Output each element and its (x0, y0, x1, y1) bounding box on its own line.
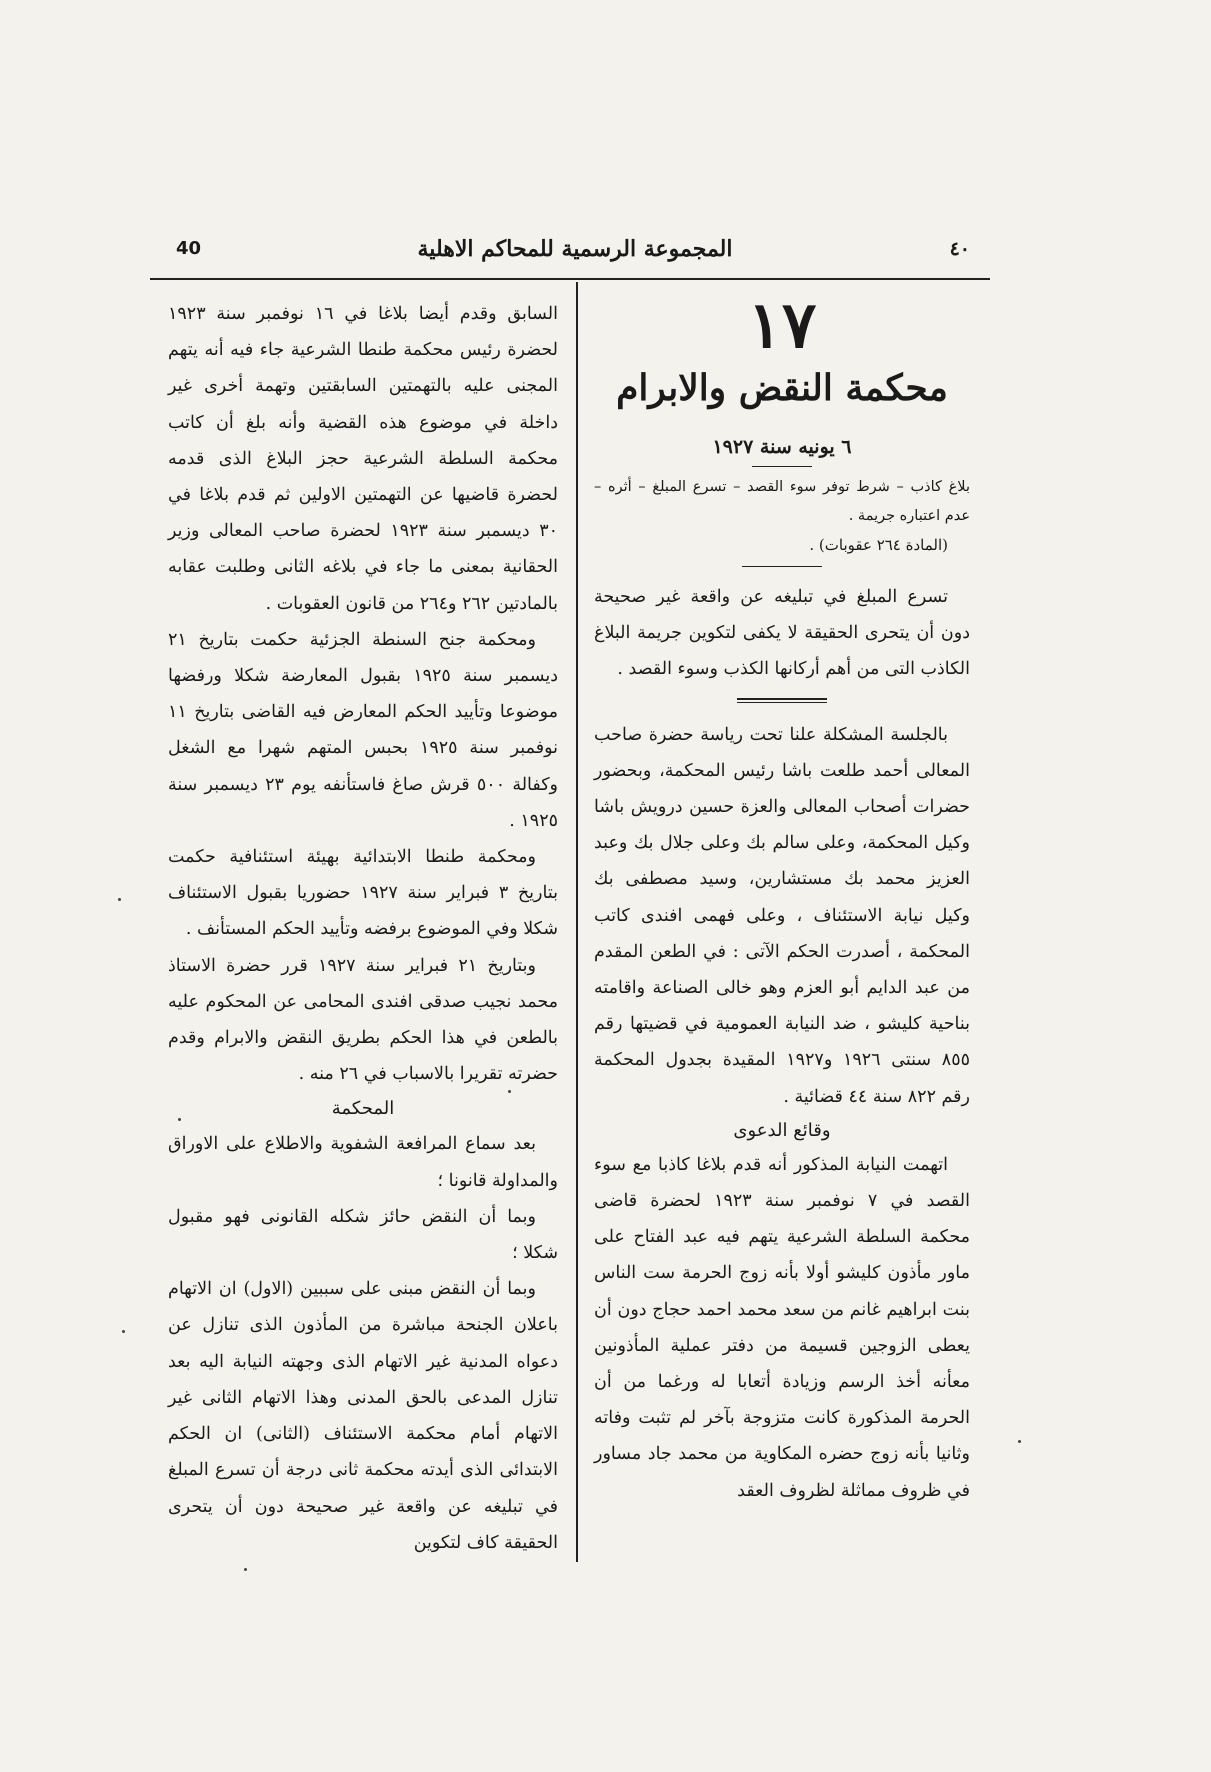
case-number: ١٧ (747, 288, 817, 363)
body-paragraph: وبما أن النقض مبنى على سببين (الاول) ان الاتهام باعلان الجنحة مباشرة من المأذون الذى تنازل عن دعواه المدنية غير الاتهام الذى وجهته النيابة اليه بعد تنازل المدعى بالحق المدنى وهذا الاتهام الثانى غير الاتهام أمام محكمة الاستئناف (الثانى) ان الحكم الابتدائى الذى أيدته محكمة ثانى درجة أن تسرع المبلغ في تبليغه عن واقعة غير صحيحة دون أن يتحرى الحقيقة كاف لتكوين (168, 1279, 558, 1553)
scan-speck (244, 1568, 247, 1571)
page-header (170, 232, 980, 272)
facts-paragraph: اتهمت النيابة المذكور أنه قدم بلاغا كاذبا مع سوء القصد في ٧ نوفمبر سنة ١٩٢٣ لحضرة قاضى محكمة السلطة الشرعية يتهم فيه عبد الفتاح على ماور مأذون كليشو أولا بأنه زوج الحرمة ست الناس بنت ابراهيم غانم من سعد محمد احمد حجاج دون أن يعطى الزوجين قسيمة من دفتر عملية المأذونين معأنه أخذ الرسم وزيادة أتعابا له ورغما من أن الحرمة المذكورة كانت متزوجة بآخر لم تثبت وفاته وثانيا بأنه زوج حضره المكاوية من محمد جاد مساور في ظروف مماثلة لظروف العقد (594, 1154, 970, 1501)
body-paragraph: بعد سماع المرافعة الشفوية والاطلاع على الاوراق والمداولة قانونا ؛ (168, 1134, 558, 1191)
scan-speck (122, 1330, 125, 1333)
column-divider (576, 282, 578, 1562)
right-column (594, 290, 970, 1509)
page-number-latin: 40 (176, 238, 202, 259)
scan-speck (118, 898, 121, 901)
session-paragraph: بالجلسة المشكلة علنا تحت رياسة حضرة صاحب المعالى أحمد طلعت باشا رئيس المحكمة، وبحضور حضرات أصحاب المعالى والعزة حسين درويش باشا وكيل المحكمة، وعلى سالم بك وعلى جلال بك وعبد العزيز محمد بك مستشارين، وسيد مصطفى بك وكيل نيابة الاستئناف ، وعلى فهمى افندى كاتب المحكمة ، أصدرت الحكم الآتى : في الطعن المقدم من عبد الدايم أبو العزم وهو خالى الصناعة واقامته بناحية كليشو ، ضد النيابة العمومية في قضيتها رقم ٨٥٥ سنتى ١٩٢٦ و١٩٢٧ المقيدة بجدول المحكمة رقم ٨٢٢ سنة ٤٤ قضائية . (594, 724, 970, 1107)
body-paragraph: السابق وقدم أيضا بلاغا في ١٦ نوفمبر سنة ١٩٢٣ لحضرة رئيس محكمة طنطا الشرعية جاء فيه أنه يتهم المجنى عليه بالتهمتين السابقتين وتهمة أخرى غير داخلة في موضوع هذه القضية وأنه بلغ أن كاتب محكمة السلطة الشرعية حجز البلاغ الذى قدمه لحضرة قاضيها عن التهمتين الاولين ثم قدم بلاغا في ٣٠ ديسمبر سنة ١٩٢٣ لحضرة صاحب المعالى وزير الحقانية بمعنى ما جاء في بلاغه الثانى وطلبت عقابه بالمادتين ٢٦٢ و٢٦٤ من قانون العقوبات . (168, 304, 559, 614)
page-number-arabic: ٤٠ (949, 238, 970, 260)
body-paragraph: وبتاريخ ٢١ فبراير سنة ١٩٢٧ قرر حضرة الاستاذ محمد نجيب صدقى افندى المحامى عن المحكوم عليه بالطعن في هذا الحكم بطريق النقض والابرام وقدم حضرته تقريرا بالاسباب في ٢٦ منه . (168, 955, 558, 1085)
header-rule (150, 278, 990, 280)
scan-speck (508, 1090, 511, 1093)
scan-speck (1018, 1440, 1021, 1443)
court-heading: المحكمة (331, 1098, 395, 1120)
facts-heading: وقائع الدعوى (733, 1119, 831, 1141)
body-paragraph: ومحكمة جنح السنطة الجزئية حكمت بتاريخ ٢١ ديسمبر سنة ١٩٢٥ بقبول المعارضة شكلا ورفضها موضوعا وتأييد الحكم المعارض فيه القاضى بتاريخ ١١ نوفمبر سنة ١٩٢٥ بحبس المتهم شهرا مع الشغل وكفالة ٥٠٠ قرش صاغ فاستأنفه يوم ٢٣ ديسمبر سنة ١٩٢٥ . (168, 629, 558, 831)
article-reference: (المادة ٢٦٤ عقوبات) . (809, 536, 948, 554)
legal-principle: تسرع المبلغ في تبليغه عن واقعة غير صحيحة دون أن يتحرى الحقيقة لا يكفى لتكوين جريمة البلاغ الكاذب التى من أهم أركانها الكذب وسوء القصد . (594, 587, 970, 680)
ruling-date: ٦ يونيه سنة ١٩٢٧ (712, 436, 852, 458)
body-paragraph: وبما أن النقض حائز شكله القانونى فهو مقبول شكلا ؛ (168, 1206, 558, 1264)
keywords-summary: بلاغ كاذب – شرط توفر سوء القصد – تسرع المبلغ – أثره – عدم اعتباره جريمة . (594, 479, 970, 524)
court-name: محكمة النقض والابرام (616, 367, 948, 409)
scan-speck (178, 1118, 181, 1121)
double-divider (737, 698, 827, 703)
left-column (168, 296, 558, 1561)
short-divider (742, 566, 822, 567)
short-divider (752, 466, 812, 467)
running-title: المجموعة الرسمية للمحاكم الاهلية (417, 236, 733, 262)
body-paragraph: ومحكمة طنطا الابتدائية بهيئة استئنافية حكمت بتاريخ ٣ فبراير سنة ١٩٢٧ حضوريا بقبول الاستئناف شكلا وفي الموضوع برفضه وتأييد الحكم المستأنف . (168, 847, 558, 940)
